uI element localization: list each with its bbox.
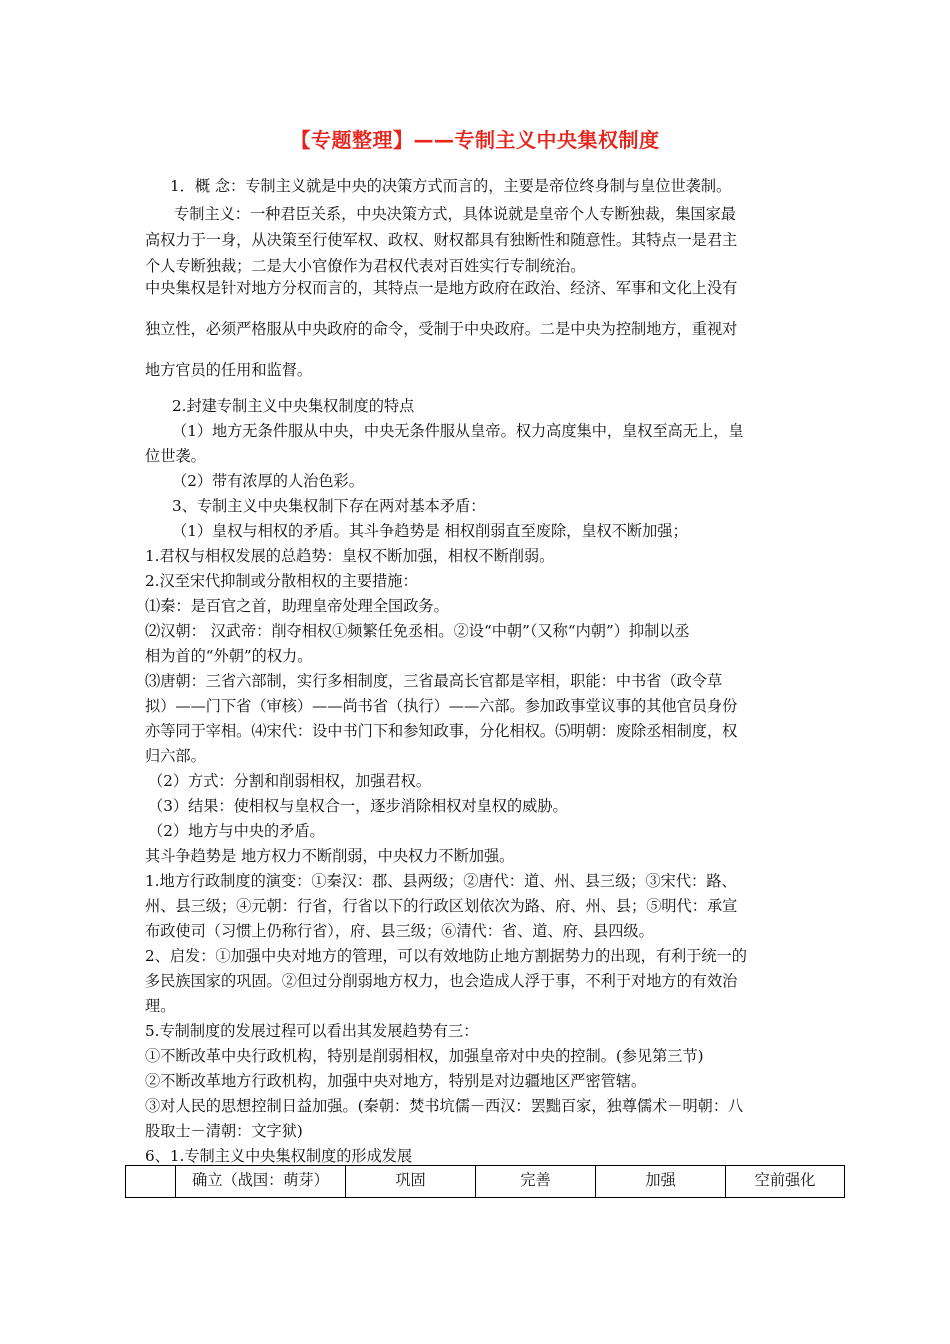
table-cell: 确立（战国：萌芽） xyxy=(176,1166,346,1198)
text-line: 个人专断独裁；二是大小官僚作为君权代表对百姓实行专制统治。 xyxy=(145,257,586,275)
table-cell: 巩固 xyxy=(346,1166,476,1198)
text-line: 位世袭。 xyxy=(145,447,206,465)
text-line: ⑴秦：是百官之首，助理皇帝处理全国政务。 xyxy=(145,597,449,615)
text-line: 独立性，必须严格服从中央政府的命令，受制于中央政府。二是中央为控制地方，重视对 xyxy=(145,320,738,338)
text-line: 1．概 念：专制主义就是中央的决策方式而言的，主要是帝位终身制与皇位世袭制。 xyxy=(170,177,732,195)
text-line: （2）地方与中央的矛盾。 xyxy=(148,822,325,840)
development-table xyxy=(125,1165,845,1198)
text-line: ⑶唐朝：三省六部制，实行多相制度，三省最高长官都是宰相，职能：中书省（政令草 xyxy=(145,672,723,690)
text-line: （3）结果：使相权与皇权合一，逐步消除相权对皇权的威胁。 xyxy=(148,797,568,815)
text-line: （1）地方无条件服从中央，中央无条件服从皇帝。权力高度集中，皇权至高无上，皇 xyxy=(172,422,744,440)
text-line: 3、专制主义中央集权制下存在两对基本矛盾： xyxy=(172,497,486,515)
text-line: 归六部。 xyxy=(145,747,206,765)
text-line: 中央集权是针对地方分权而言的，其特点一是地方政府在政治、经济、军事和文化上没有 xyxy=(145,279,738,297)
text-line: 高权力于一身，从决策至行使军权、政权、财权都具有独断性和随意性。其特点一是君主 xyxy=(145,231,738,249)
text-line: 拟）——门下省（审核）——尚书省（执行）——六部。参加政事堂议事的其他官员身份 xyxy=(145,697,738,715)
text-line: 其斗争趋势是 地方权力不断削弱，中央权力不断加强。 xyxy=(145,847,515,865)
text-line: 州、县三级；④元朝：行省，行省以下的行政区划依次为路、府、州、县；⑤明代：承宣 xyxy=(145,897,738,915)
text-line: 2.封建专制主义中央集权制度的特点 xyxy=(172,397,415,415)
text-line: 股取士－清朝：文字狱) xyxy=(145,1122,303,1140)
text-line: 多民族国家的巩固。②但过分削弱地方权力，也会造成人浮于事，不利于对地方的有效治 xyxy=(145,972,738,990)
text-line: （2）方式：分割和削弱相权，加强君权。 xyxy=(148,772,432,790)
text-line: ①不断改革中央行政机构，特别是削弱相权，加强皇帝对中央的控制。(参见第三节) xyxy=(145,1047,704,1065)
text-line: 6、1.专制主义中央集权制度的形成发展 xyxy=(145,1147,413,1165)
text-line: ⑵汉朝： 汉武帝：削夺相权①频繁任免丞相。②设“中朝”（又称“内朝”）抑制以丞 xyxy=(145,622,690,640)
table-cell: 空前强化 xyxy=(726,1166,845,1198)
text-line: （1）皇权与相权的矛盾。其斗争趋势是 相权削弱直至废除，皇权不断加强； xyxy=(172,522,688,540)
text-line: 地方官员的任用和监督。 xyxy=(145,361,313,379)
text-line: 2、启发：①加强中央对地方的管理，可以有效地防止地方割据势力的出现，有利于统一的 xyxy=(145,947,747,965)
table-row xyxy=(126,1166,845,1198)
document-title: 【专题整理】——专制主义中央集权制度 xyxy=(290,128,660,152)
text-line: （2）带有浓厚的人治色彩。 xyxy=(172,472,364,490)
text-line: ③对人民的思想控制日益加强。(秦朝：焚书坑儒－西汉：罢黜百家，独尊儒术－明朝：八 xyxy=(145,1097,744,1115)
text-line: 5.专制制度的发展过程可以看出其发展趋势有三： xyxy=(145,1022,479,1040)
table-cell xyxy=(126,1166,176,1198)
text-line: 2.汉至宋代抑制或分散相权的主要措施： xyxy=(145,572,418,590)
text-line: 1.君权与相权发展的总趋势：皇权不断加强，相权不断削弱。 xyxy=(145,547,555,565)
table-cell: 完善 xyxy=(476,1166,596,1198)
text-line: 理。 xyxy=(145,997,176,1015)
text-line: 亦等同于宰相。⑷宋代：设中书门下和参知政事，分化相权。⑸明朝：废除丞相制度，权 xyxy=(145,722,738,740)
text-line: 1.地方行政制度的演变：①秦汉：郡、县两级；②唐代：道、州、县三级；③宋代：路、 xyxy=(145,872,737,890)
table-cell: 加强 xyxy=(596,1166,726,1198)
text-line: 相为首的“外朝”的权力。 xyxy=(145,647,313,665)
text-line: 布政使司（习惯上仍称行省），府、县三级；⑥清代：省、道、府、县四级。 xyxy=(145,922,654,940)
text-line: 专制主义：一种君臣关系，中央决策方式，具体说就是皇帝个人专断独裁，集国家最 xyxy=(174,205,736,223)
text-line: ②不断改革地方行政机构，加强中央对地方，特别是对边疆地区严密管辖。 xyxy=(145,1072,647,1090)
